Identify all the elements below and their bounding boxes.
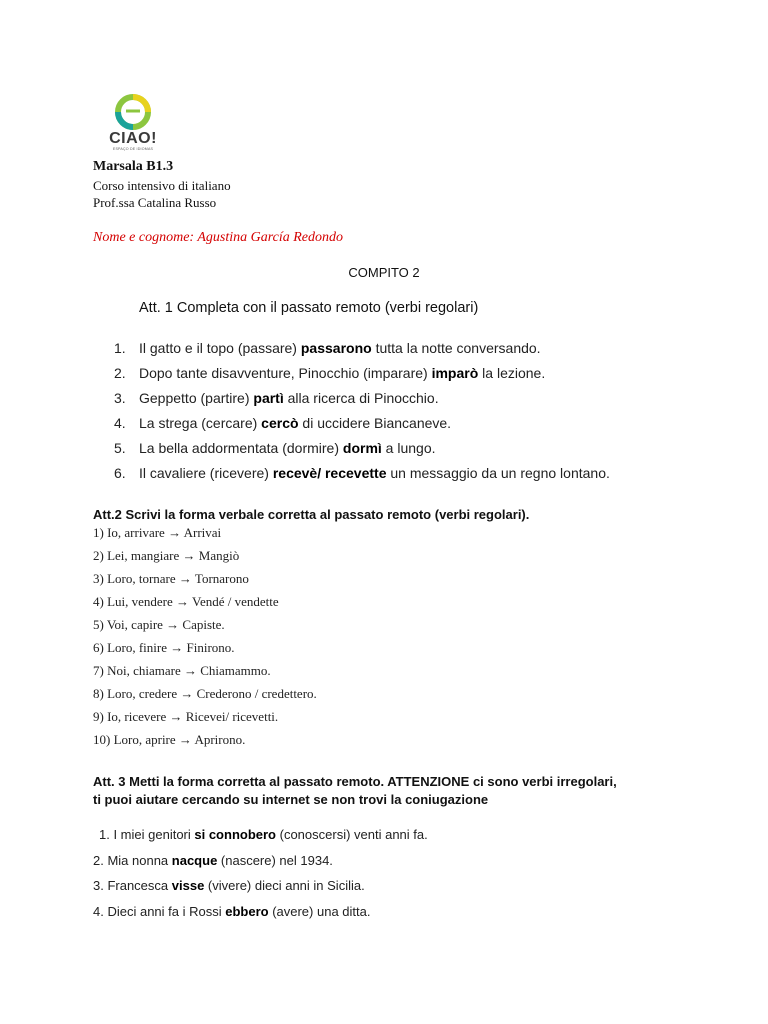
exercise-2-item: 1) Io, arrivare → Arrivai bbox=[93, 525, 222, 540]
item-answer: cercò bbox=[261, 415, 299, 431]
exercise-2-item: 7) Noi, chiamare → Chiamammo. bbox=[93, 663, 271, 678]
item-prompt: Il cavaliere (ricevere) bbox=[139, 465, 273, 481]
item-prompt: 2. Mia nonna bbox=[93, 852, 172, 868]
exercise-2-item: 4) Lui, vendere → Vendé / vendette bbox=[93, 594, 279, 609]
item-prompt: La bella addormentata (dormire) bbox=[139, 440, 343, 456]
item-rest: (conoscersi) venti anni fa. bbox=[276, 827, 428, 842]
item-prompt: Geppetto (partire) bbox=[139, 390, 254, 406]
item-answer: dormì bbox=[342, 440, 382, 456]
exercise-2-item: 2) Lei, mangiare → Mangiò bbox=[93, 548, 240, 563]
exercise-2-item: 5) Voi, capire → Capiste. bbox=[93, 617, 225, 632]
exercise-1-item bbox=[114, 390, 610, 415]
item-answer: visse bbox=[171, 878, 205, 893]
course-title: Marsala B1.3 bbox=[93, 159, 174, 174]
exercise-3-heading-line: Att. 3 Metti la forma corretta al passato remoto. ATTENZIONE ci sono verbi irregolari, bbox=[93, 774, 617, 789]
item-rest: la lezione. bbox=[478, 365, 546, 381]
exercise-3-item bbox=[93, 826, 428, 852]
item-rest: tutta la notte conversando. bbox=[371, 340, 541, 356]
item-answer: ebbero bbox=[225, 903, 269, 919]
exercise-2-item: 9) Io, ricevere → Ricevei/ ricevetti. bbox=[93, 709, 279, 724]
exercise-3-item bbox=[93, 903, 428, 929]
exercise-1-heading: Att. 1 Completa con il passato remoto (verbi regolari) bbox=[139, 300, 479, 316]
exercise-2-list bbox=[93, 525, 317, 755]
item-number: 3. bbox=[114, 390, 126, 406]
item-number: 4. bbox=[114, 415, 126, 431]
ciao-logo-icon bbox=[104, 94, 162, 134]
exercise-1-item bbox=[114, 340, 610, 365]
item-prompt: Dopo tante disavventure, Pinocchio (imparare) bbox=[139, 365, 432, 381]
document-title: COMPITO 2 bbox=[348, 265, 420, 280]
ciao-logo bbox=[104, 94, 162, 156]
exercise-1-list bbox=[114, 340, 610, 490]
exercise-1-item bbox=[114, 440, 610, 465]
exercise-3-item bbox=[93, 852, 428, 878]
exercise-2-item: 6) Loro, finire → Finirono. bbox=[93, 640, 235, 655]
item-rest: (nascere) nel 1934. bbox=[217, 852, 333, 868]
item-answer: recevè/ recevette bbox=[272, 465, 387, 481]
exercise-2-item: 10) Loro, aprire → Aprirono. bbox=[93, 732, 246, 747]
item-rest: (vivere) dieci anni in Sicilia. bbox=[204, 878, 365, 893]
item-prompt: 4. Dieci anni fa i Rossi bbox=[93, 903, 226, 919]
exercise-2-heading: Att.2 Scrivi la forma verbale corretta al passato remoto (verbi regolari). bbox=[93, 507, 530, 522]
exercise-1-item bbox=[114, 365, 610, 390]
item-answer: nacque bbox=[171, 852, 218, 868]
item-prompt: 3. Francesca bbox=[93, 878, 172, 893]
exercise-3-list bbox=[93, 826, 428, 928]
item-prompt: La strega (cercare) bbox=[139, 415, 262, 431]
item-rest: alla ricerca di Pinocchio. bbox=[283, 390, 439, 406]
exercise-3-item bbox=[93, 877, 428, 903]
item-prompt: Il gatto e il topo (passare) bbox=[139, 340, 301, 356]
course-description: Corso intensivo di italiano bbox=[93, 178, 231, 193]
item-answer: passarono bbox=[300, 340, 372, 356]
item-number: 2. bbox=[114, 365, 126, 381]
exercise-2-item: 3) Loro, tornare → Tornarono bbox=[93, 571, 249, 586]
item-prompt: 1. I miei genitori bbox=[99, 827, 195, 842]
student-name: Nome e cognome: Agustina García Redondo bbox=[93, 230, 344, 245]
logo-subtitle: ESPAÇO DE IDIOMAS bbox=[112, 147, 154, 151]
item-answer: imparò bbox=[431, 365, 479, 381]
item-number: 6. bbox=[114, 465, 126, 481]
item-answer: partì bbox=[253, 390, 284, 406]
exercise-1-item bbox=[114, 465, 610, 490]
item-number: 5. bbox=[114, 440, 126, 456]
exercise-3-heading bbox=[93, 773, 693, 809]
exercise-1-item bbox=[114, 415, 610, 440]
item-rest: di uccidere Biancaneve. bbox=[298, 415, 452, 431]
item-rest: a lungo. bbox=[381, 440, 436, 456]
item-number: 1. bbox=[114, 340, 126, 356]
teacher-name: Prof.ssa Catalina Russo bbox=[93, 195, 217, 210]
item-answer: si connobero bbox=[194, 827, 276, 842]
exercise-3-heading-line: ti puoi aiutare cercando su internet se non trovi la coniugazione bbox=[93, 792, 489, 807]
item-rest: (avere) una ditta. bbox=[268, 903, 371, 919]
item-rest: un messaggio da un regno lontano. bbox=[386, 465, 610, 481]
exercise-2-item: 8) Loro, credere → Crederono / credettero. bbox=[93, 686, 317, 701]
logo-text: CIAO! bbox=[109, 130, 157, 147]
